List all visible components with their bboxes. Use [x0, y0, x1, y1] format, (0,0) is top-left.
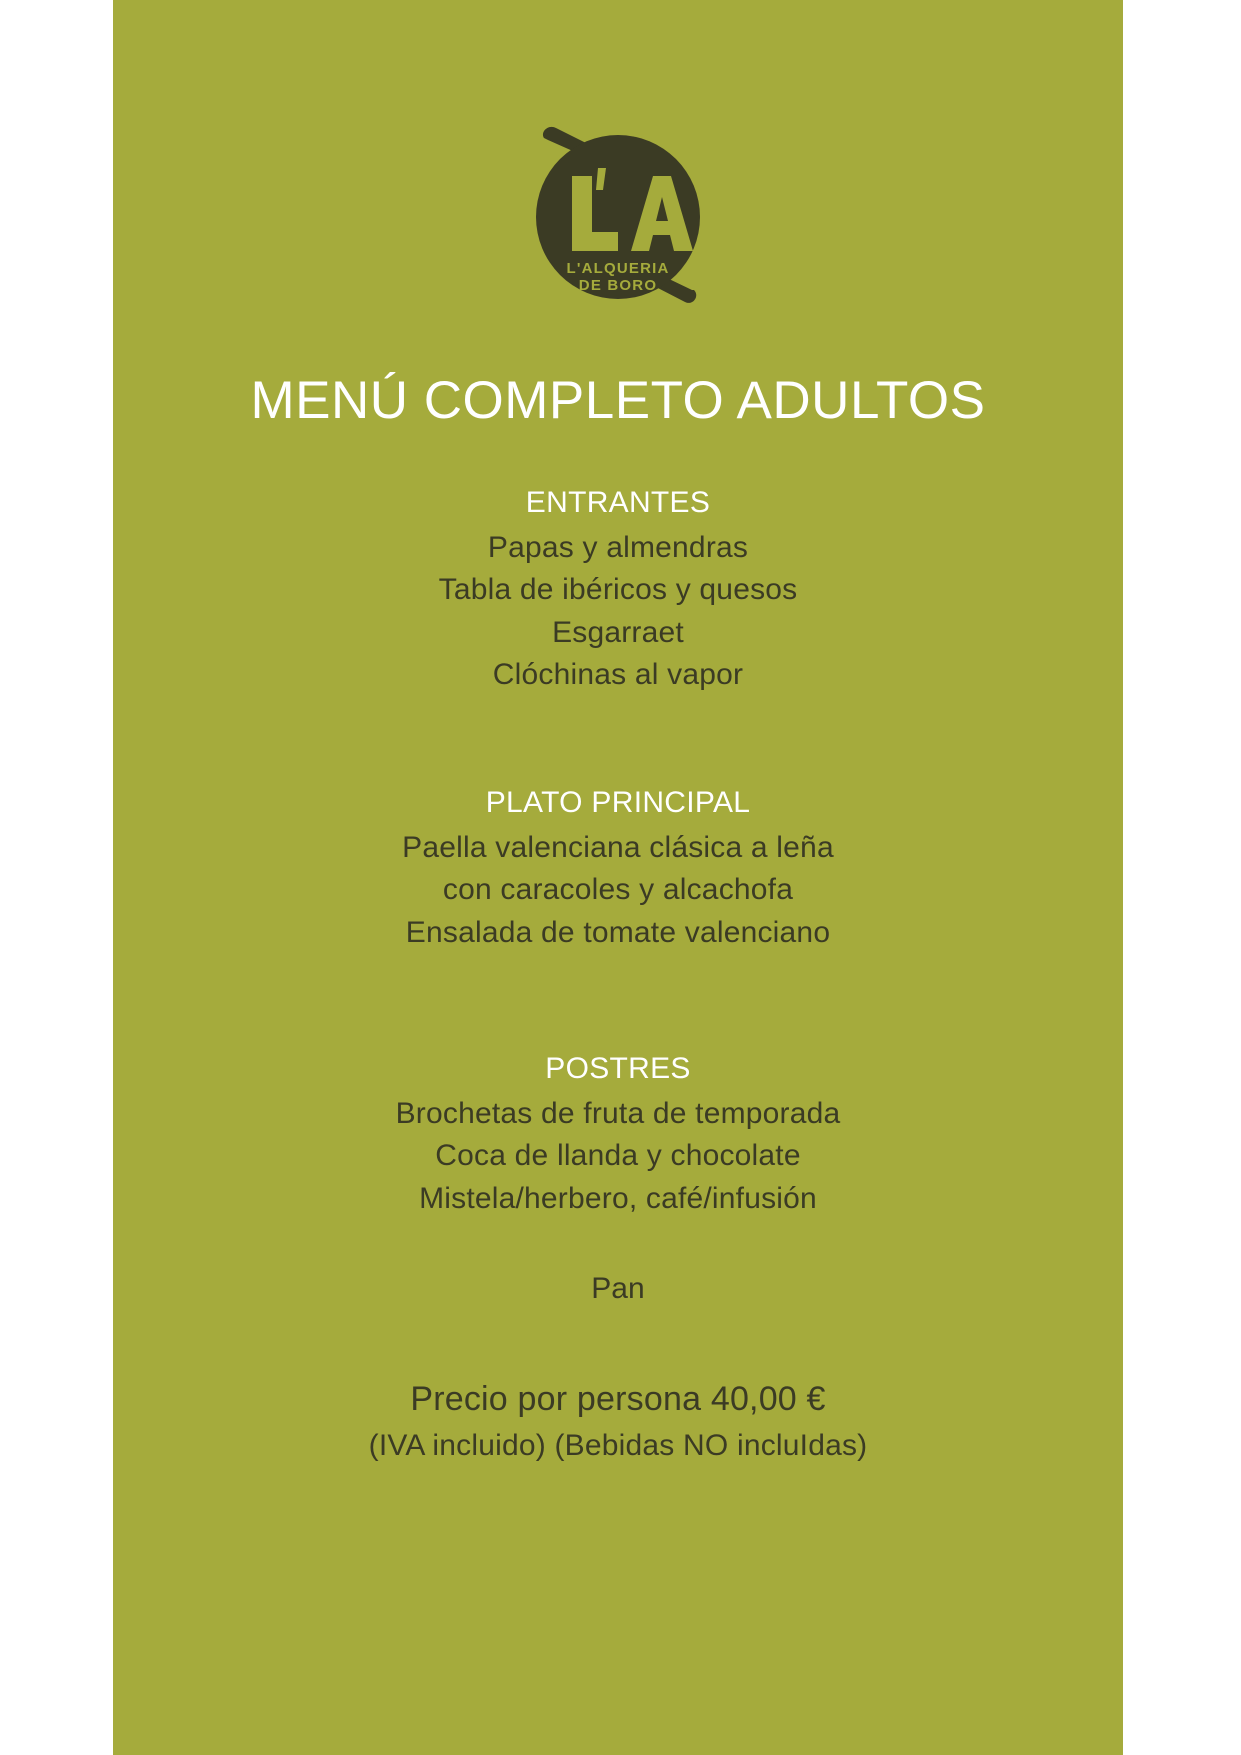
- menu-panel: [113, 0, 1123, 1755]
- section-heading: PLATO PRINCIPAL: [485, 786, 751, 819]
- menu-item: Esgarraet: [552, 615, 684, 649]
- extra-item-pan: Pan: [591, 1272, 645, 1305]
- pan-skillet-logo-icon: [518, 110, 718, 325]
- menu-item: Brochetas de fruta de temporada: [395, 1096, 841, 1130]
- menu-item: Mistela/herbero, café/infusión: [419, 1181, 817, 1215]
- price-note: (IVA incluido) (Bebidas NO incluIdas): [368, 1429, 868, 1463]
- menu-item: Paella valenciana clásica a leña: [402, 830, 834, 864]
- menu-item: Papas y almendras: [487, 530, 749, 564]
- menu-item: Clóchinas al vapor: [492, 658, 744, 692]
- menu-item: Tabla de ibéricos y quesos: [438, 573, 798, 607]
- section-heading: POSTRES: [545, 1052, 691, 1085]
- logo-name-line1: L'ALQUERIA: [566, 260, 670, 277]
- price-block: [113, 1375, 1123, 1468]
- menu-item: Coca de llanda y chocolate: [435, 1139, 801, 1173]
- price-per-person: Precio por persona 40,00 €: [410, 1380, 826, 1418]
- logo-name-line2: DE BORO: [578, 277, 658, 294]
- section-plato-principal: [113, 782, 1123, 954]
- section-entrantes: [113, 482, 1123, 697]
- logo-container: [113, 110, 1123, 325]
- page-title: MENÚ COMPLETO ADULTOS: [250, 371, 986, 430]
- menu-item: con caracoles y alcachofa: [442, 873, 794, 907]
- section-postres: [113, 1048, 1123, 1220]
- section-heading: ENTRANTES: [525, 486, 711, 519]
- menu-item: Ensalada de tomate valenciano: [405, 915, 831, 949]
